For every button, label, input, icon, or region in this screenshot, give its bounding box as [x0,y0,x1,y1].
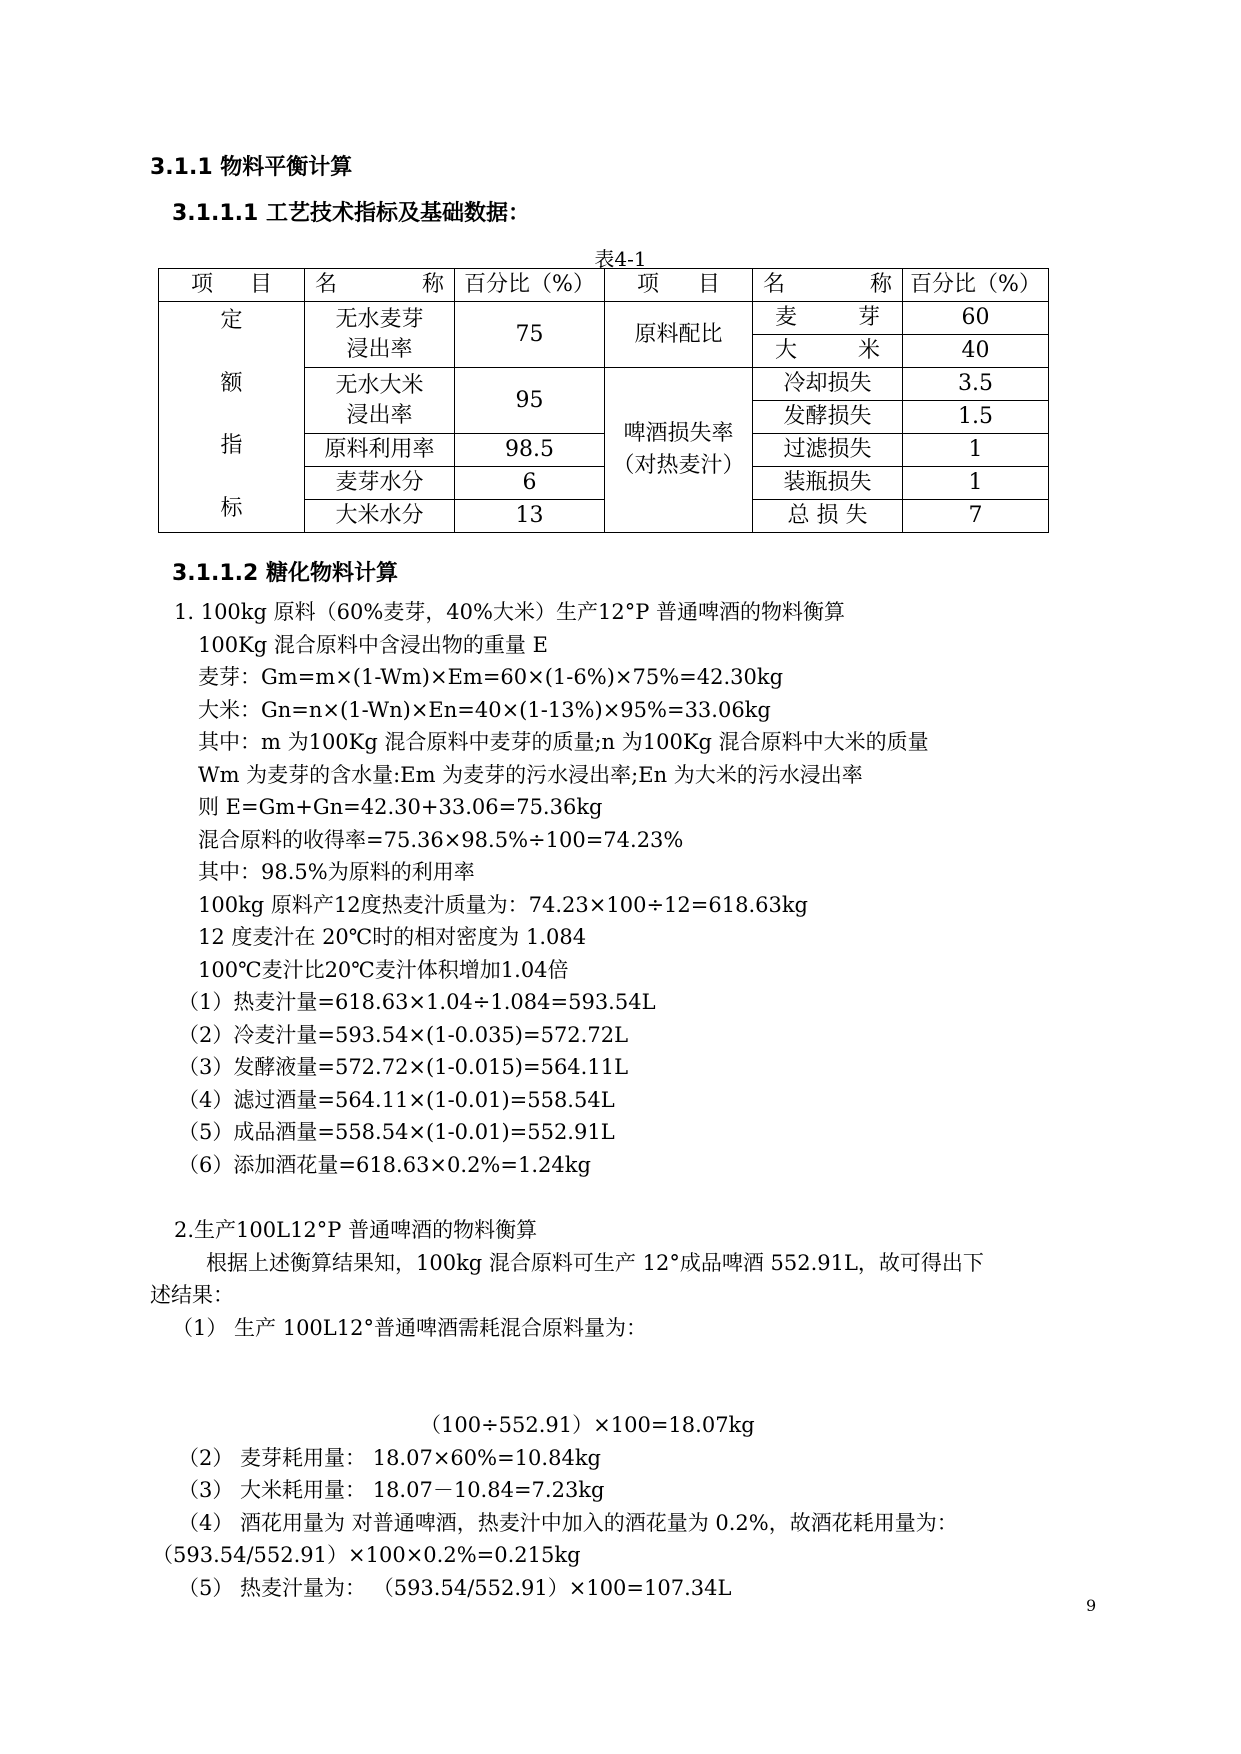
text-line: （3）发酵液量=572.72×(1-0.015)=564.11L [178,1055,629,1079]
loss-name: 发酵损失 [753,401,903,434]
text-line: （4） 酒花用量为 对普通啤酒，热麦汁中加入的酒花量为 0.2%，故酒花耗用量为： [178,1511,958,1535]
rice-extract-name: 无水大米 浸出率 [305,368,455,434]
malt-moisture-value: 6 [455,467,605,500]
quota-group-label: 定 额 指 标 [159,302,305,533]
utilization-value: 98.5 [455,434,605,467]
header-percent: 百分比（%） [455,269,605,302]
loss-name: 冷却损失 [753,368,903,401]
text-line: （3） 大米耗用量： 18.07－10.84=7.23kg [178,1478,605,1502]
ratio-rice-name: 大 米 [753,335,903,368]
malt-moisture-name: 麦芽水分 [305,467,455,500]
loss-value: 3.5 [903,368,1049,401]
text-line: 100Kg 混合原料中含浸出物的重量 E [198,633,548,657]
section-heading-3-1-1-1: 3.1.1.1 工艺技术指标及基础数据： [172,201,530,226]
loss-value: 1.5 [903,401,1049,434]
text-line: （1） 生产 100L12°普通啤酒需耗混合原料量为： [172,1316,647,1340]
table-header-row [159,269,1049,302]
table-caption: 表4-1 [594,247,647,271]
page-number: 9 [1086,1596,1097,1615]
text-line: 12 度麦汁在 20℃时的相对密度为 1.084 [198,925,587,949]
text-line: 1. 100kg 原料（60%麦芽，40%大米）生产12°P 普通啤酒的物料衡算 [174,600,846,624]
text-line: （5） 热麦汁量为： （593.54/552.91）×100=107.34L [178,1576,732,1600]
header-name-2: 名 称 [753,269,903,302]
beer-loss-label: 啤酒损失率 （对热麦汁） [605,368,753,533]
ratio-rice-value: 40 [903,335,1049,368]
text-line: 述结果： [150,1283,234,1307]
loss-value: 1 [903,467,1049,500]
rice-moisture-value: 13 [455,500,605,533]
header-name: 名 称 [305,269,455,302]
text-line: （6）添加酒花量=618.63×0.2%=1.24kg [178,1153,591,1177]
text-line: （2） 麦芽耗用量： 18.07×60%=10.84kg [178,1446,601,1470]
text-line: （593.54/552.91）×100×0.2%=0.215kg [152,1543,581,1567]
text-line: 麦芽：Gm=m×(1-Wm)×Em=60×(1-6%)×75%=42.30kg [198,665,784,689]
header-item: 项 目 [159,269,305,302]
text-line: 根据上述衡算结果知，100kg 混合原料可生产 12°成品啤酒 552.91L，故可得出下 [206,1251,984,1275]
section-heading-3-1-1: 3.1.1 物料平衡计算 [150,155,353,180]
text-line: （1）热麦汁量=618.63×1.04÷1.084=593.54L [178,990,656,1014]
text-line: 其中：m 为100Kg 混合原料中麦芽的质量;n 为100Kg 混合原料中大米的质量 [198,730,929,754]
text-line: （2）冷麦汁量=593.54×(1-0.035)=572.72L [178,1023,629,1047]
ratio-malt-name: 麦 芽 [753,302,903,335]
text-line: 2.生产100L12°P 普通啤酒的物料衡算 [174,1218,538,1242]
text-line: 其中：98.5%为原料的利用率 [198,860,475,884]
ratio-label: 原料配比 [605,302,753,368]
malt-extract-name: 无水麦芽 浸出率 [305,302,455,368]
header-item-2: 项 目 [605,269,753,302]
loss-value: 7 [903,500,1049,533]
loss-name: 装瓶损失 [753,467,903,500]
text-line: 100kg 原料产12度热麦汁质量为：74.23×100÷12=618.63kg [198,893,809,917]
loss-name: 总 损 失 [753,500,903,533]
text-line: 大米：Gn=n×(1-Wn)×En=40×(1-13%)×95%=33.06kg [198,698,771,722]
text-line: 100℃麦汁比20℃麦汁体积增加1.04倍 [198,958,569,982]
text-line: （5）成品酒量=558.54×(1-0.01)=552.91L [178,1120,615,1144]
process-data-table [158,268,1049,533]
loss-value: 1 [903,434,1049,467]
text-line: （100÷552.91）×100=18.07kg [420,1413,755,1437]
text-line: 则 E=Gm+Gn=42.30+33.06=75.36kg [198,795,603,819]
section-heading-3-1-1-2: 3.1.1.2 糖化物料计算 [172,561,398,586]
malt-extract-value: 75 [455,302,605,368]
rice-extract-value: 95 [455,368,605,434]
ratio-malt-value: 60 [903,302,1049,335]
utilization-name: 原料利用率 [305,434,455,467]
text-line: 混合原料的收得率=75.36×98.5%÷100=74.23% [198,828,684,852]
rice-moisture-name: 大米水分 [305,500,455,533]
loss-name: 过滤损失 [753,434,903,467]
text-line: Wm 为麦芽的含水量:Em 为麦芽的污水浸出率;En 为大米的污水浸出率 [198,763,863,787]
header-percent-2: 百分比（%） [903,269,1049,302]
text-line: （4）滤过酒量=564.11×(1-0.01)=558.54L [178,1088,615,1112]
